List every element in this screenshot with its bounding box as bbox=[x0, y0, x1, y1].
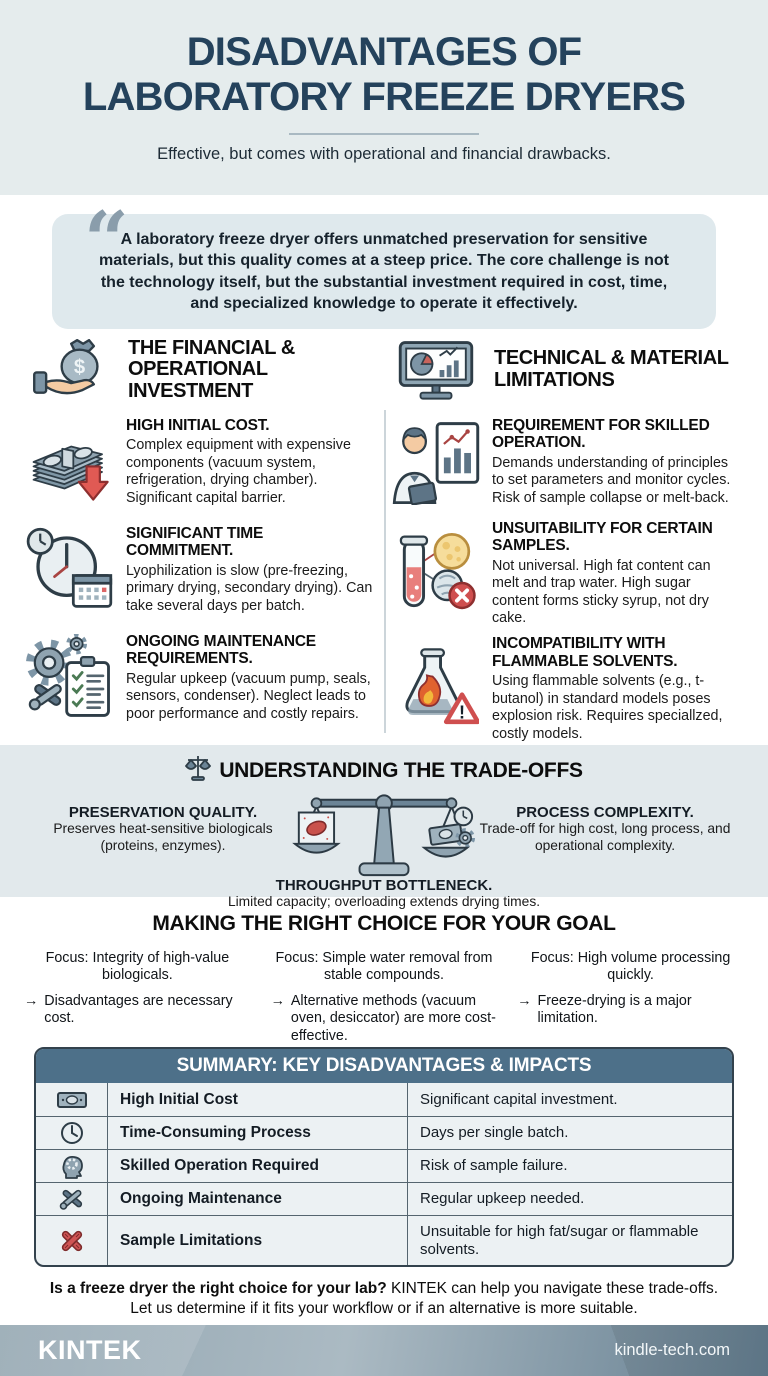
item-body: Regular upkeep (vacuum pump, seals, sensors, condenser). Neglect leads to poor performance and costly repairs. bbox=[126, 670, 371, 722]
choice-focus: Focus: High volume processing quickly. bbox=[530, 950, 731, 984]
choice-result-text: Freeze-drying is a major limitation. bbox=[537, 993, 692, 1027]
quote-box: A laboratory freeze dryer offers unmatched preservation for sensitive materials, but this quality comes at a steep price. The core challenge is not the technology itself, but the substantial investment required in cost, time, and specialized knowledge to operate it effectively. bbox=[52, 214, 716, 329]
disadvantage-columns bbox=[0, 330, 768, 745]
arrow-icon: → bbox=[270, 993, 285, 1010]
question-line1 bbox=[0, 1279, 768, 1299]
item-title: INCOMPATIBILITY WITH FLAMMABLE SOLVENTS. bbox=[492, 635, 678, 670]
svg-text:$: $ bbox=[73, 356, 86, 379]
choice-option-high-volume bbox=[517, 950, 744, 1045]
process-complexity-title: PROCESS COMPLEXITY. bbox=[516, 804, 694, 821]
table-label: Time-Consuming Process bbox=[108, 1117, 408, 1149]
question-regular-text: KINTEK can help you navigate these trade-offs. bbox=[386, 1280, 719, 1297]
crossed-tools-icon bbox=[36, 1183, 108, 1215]
item-ongoing-maintenance bbox=[22, 628, 374, 728]
balance-scale-small-icon bbox=[185, 754, 211, 788]
item-title: ONGOING MAINTENANCE REQUIREMENTS. bbox=[126, 632, 316, 668]
throughput-bottleneck-title: THROUGHPUT BOTTLENECK. bbox=[275, 877, 493, 894]
table-row bbox=[36, 1116, 732, 1149]
technical-column-header bbox=[388, 334, 740, 406]
table-label: High Initial Cost bbox=[108, 1083, 408, 1116]
page-title-line1: DISADVANTAGES OF bbox=[186, 30, 582, 74]
question-bold-text: Is a freeze dryer the right choice for your lab? bbox=[49, 1280, 387, 1297]
banknote-icon bbox=[36, 1083, 108, 1116]
process-complexity-body: Trade-off for high cost, long process, and operational complexity. bbox=[479, 821, 731, 853]
item-body: Not universal. High fat content can melt and trap water. High sugar content forms sticky syrup, not dry cake. bbox=[492, 557, 711, 627]
tradeoffs-title: UNDERSTANDING THE TRADE-OFFS bbox=[219, 759, 583, 782]
financial-column-title: THE FINANCIAL & OPERATIONAL INVESTMENT bbox=[128, 336, 295, 402]
table-label: Sample Limitations bbox=[108, 1216, 408, 1265]
item-text bbox=[126, 417, 374, 507]
table-impact: Regular upkeep needed. bbox=[420, 1190, 585, 1208]
item-title: REQUIREMENT FOR SKILLED OPERATION. bbox=[492, 416, 710, 452]
clock-icon bbox=[36, 1117, 108, 1149]
choice-option-stable-compounds bbox=[271, 950, 498, 1045]
title-divider bbox=[289, 133, 479, 135]
clock-calendar-icon bbox=[22, 527, 118, 613]
summary-table-header: SUMMARY: KEY DISADVANTAGES & IMPACTS bbox=[36, 1049, 732, 1083]
kintek-logo: KINTEK bbox=[38, 1335, 142, 1365]
choice-result bbox=[271, 993, 498, 1044]
item-title: UNSUITABILITY FOR CERTAIN SAMPLES. bbox=[492, 520, 713, 555]
tradeoffs-middle bbox=[0, 790, 768, 887]
item-body: Using flammable solvents (e.g., t-butanol) in standard models poses explosion risk. Requires speciallzed, costly models. bbox=[492, 673, 723, 742]
item-text bbox=[492, 635, 740, 742]
choice-result bbox=[24, 993, 251, 1027]
financial-column-header bbox=[22, 334, 374, 406]
cash-stack-down-arrow-icon bbox=[22, 420, 118, 504]
table-row bbox=[36, 1083, 732, 1116]
item-title: SIGNIFICANT TIME COMMITMENT. bbox=[126, 524, 264, 560]
item-skilled-operation bbox=[388, 412, 740, 512]
arrow-icon: → bbox=[24, 993, 39, 1010]
tradeoffs-header bbox=[0, 754, 768, 788]
choice-title: MAKING THE RIGHT CHOICE FOR YOUR GOAL bbox=[152, 912, 616, 935]
financial-column bbox=[18, 334, 384, 745]
choice-result bbox=[517, 993, 744, 1027]
process-complexity-block bbox=[479, 790, 731, 854]
item-time-commitment bbox=[22, 520, 374, 620]
website-url: kindle-tech.com bbox=[614, 1341, 730, 1359]
item-unsuitable-samples bbox=[388, 520, 740, 627]
preservation-quality-body: Preserves heat-sensitive biologicals (proteins, enzymes). bbox=[53, 821, 273, 853]
choice-section bbox=[0, 897, 768, 1045]
throughput-bottleneck-body: Limited capacity; overloading extends drying times. bbox=[227, 894, 541, 910]
item-text bbox=[492, 417, 740, 507]
gears-checklist-tools-icon bbox=[22, 634, 118, 722]
balance-scale-large-icon bbox=[291, 790, 477, 887]
item-body: Lyophilization is slow (pre-freezing, primary drying, secondary drying). Can take several days per batch. bbox=[126, 562, 373, 614]
head-with-gears-icon bbox=[36, 1150, 108, 1182]
table-row bbox=[36, 1182, 732, 1215]
choice-focus: Focus: Integrity of high-value biologicals. bbox=[45, 950, 230, 984]
table-impact: Risk of sample failure. bbox=[420, 1157, 568, 1175]
preservation-quality-title: PRESERVATION QUALITY. bbox=[68, 804, 258, 821]
technical-column-title: TECHNICAL & MATERIAL LIMITATIONS bbox=[494, 347, 729, 391]
choice-option-biologicals bbox=[24, 950, 251, 1045]
table-row bbox=[36, 1215, 732, 1265]
choice-result-text: Alternative methods (vacuum oven, desiccator) are more cost-effective. bbox=[290, 993, 496, 1044]
page-subtitle: Effective, but comes with operational and financial drawbacks. bbox=[157, 144, 611, 163]
question-line2: Let us determine if it fits your workflow or if an alternative is more suitable. bbox=[130, 1300, 638, 1318]
money-bag-in-hand-icon bbox=[22, 339, 118, 401]
preservation-quality-block bbox=[37, 790, 289, 854]
summary-section bbox=[0, 1045, 768, 1270]
footer-bar bbox=[0, 1325, 768, 1376]
arrow-icon: → bbox=[517, 993, 532, 1010]
choice-focus: Focus: Simple water removal from stable compounds. bbox=[275, 950, 493, 984]
flask-flame-warning-icon bbox=[388, 647, 484, 731]
item-text bbox=[492, 520, 740, 627]
item-text bbox=[126, 525, 374, 615]
summary-table bbox=[34, 1047, 734, 1267]
quote-section bbox=[0, 195, 768, 330]
table-impact: Significant capital investment. bbox=[420, 1090, 618, 1108]
tradeoffs-section bbox=[0, 745, 768, 910]
header-band bbox=[0, 0, 768, 195]
item-body: Complex equipment with expensive components (vacuum system, refrigeration, drying chamber). Significant capital barrier. bbox=[126, 437, 351, 506]
table-impact: Days per single batch. bbox=[420, 1124, 569, 1142]
table-label: Ongoing Maintenance bbox=[108, 1183, 408, 1215]
technical-column bbox=[384, 334, 750, 745]
choice-result-text: Disadvantages are necessary cost. bbox=[44, 993, 233, 1027]
svg-text:!: ! bbox=[459, 702, 466, 723]
page-title bbox=[0, 30, 768, 120]
item-title: HIGH INITIAL COST. bbox=[126, 416, 270, 434]
item-body: Demands understanding of principles to set parameters and monitor cycles. Risk of sample collapse or melt-back. bbox=[492, 454, 731, 506]
item-flammable-solvents bbox=[388, 635, 740, 742]
item-high-initial-cost bbox=[22, 412, 374, 512]
scientist-with-chart-icon bbox=[388, 419, 484, 505]
closing-question bbox=[0, 1270, 768, 1325]
choice-columns bbox=[0, 950, 768, 1045]
table-label: Skilled Operation Required bbox=[108, 1150, 408, 1182]
item-text bbox=[126, 633, 374, 723]
page-title-line2: LABORATORY FREEZE DRYERS bbox=[82, 74, 686, 119]
test-tube-sample-rejected-icon bbox=[388, 531, 484, 617]
monitor-analytics-icon bbox=[388, 339, 484, 401]
table-row bbox=[36, 1149, 732, 1182]
table-impact: Unsuitable for high fat/sugar or flammable solvents. bbox=[420, 1223, 699, 1258]
red-x-icon bbox=[36, 1216, 108, 1265]
column-divider bbox=[384, 410, 386, 733]
